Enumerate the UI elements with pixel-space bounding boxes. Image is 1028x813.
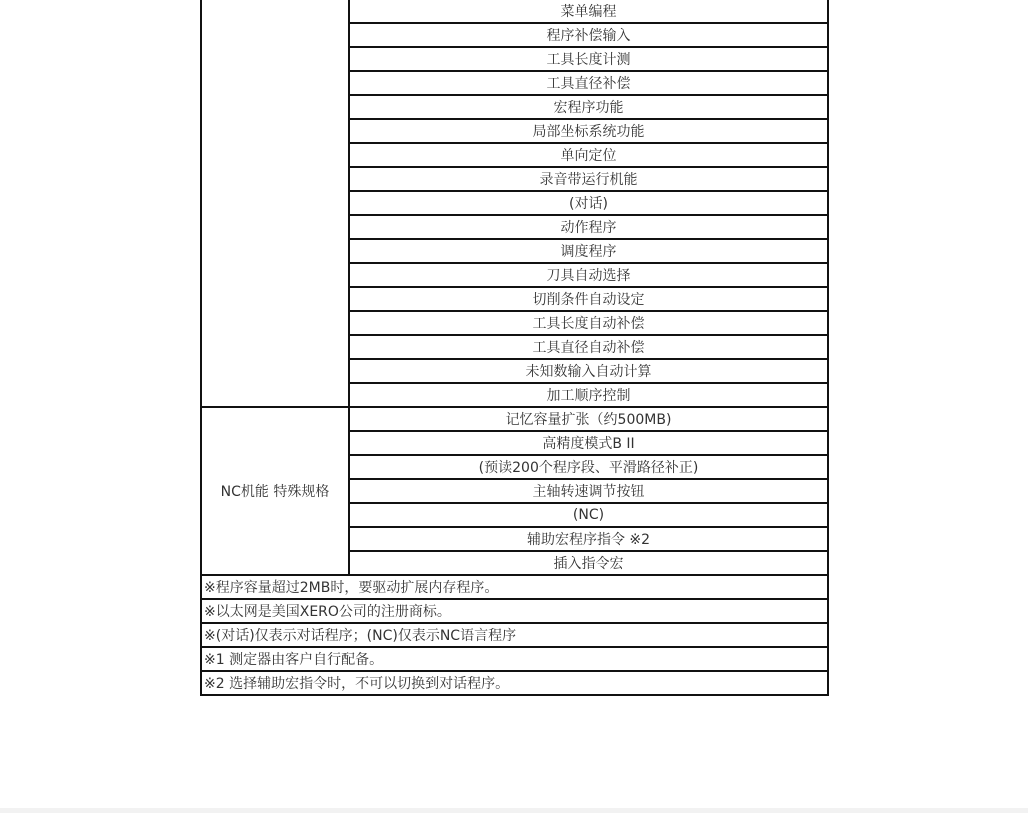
spec-table (200, 0, 829, 696)
spec-item: 加工顺序控制 (349, 383, 828, 407)
spec-item: 辅助宏程序指令 ※2 (349, 527, 828, 551)
spec-item: 动作程序 (349, 215, 828, 239)
note-row (201, 647, 828, 671)
spec-item: 记忆容量扩张（约500MB) (349, 407, 828, 431)
spec-item: 工具直径补偿 (349, 71, 828, 95)
spec-item: 工具长度计测 (349, 47, 828, 71)
spec-item: 单向定位 (349, 143, 828, 167)
note-row (201, 575, 828, 599)
note-row (201, 671, 828, 695)
footnote: ※1 测定器由客户自行配备。 (201, 647, 828, 671)
note-row (201, 623, 828, 647)
special-category-cell: NC机能 特殊规格 (201, 407, 349, 575)
spec-item: 主轴转速调节按钮 (349, 479, 828, 503)
footnote: ※(对话)仅表示对话程序；(NC)仅表示NC语言程序 (201, 623, 828, 647)
spec-item: 刀具自动选择 (349, 263, 828, 287)
footnote: ※程序容量超过2MB时，要驱动扩展内存程序。 (201, 575, 828, 599)
table-row (201, 407, 828, 431)
table-row (201, 0, 828, 23)
spec-item: 工具直径自动补偿 (349, 335, 828, 359)
spec-item: 调度程序 (349, 239, 828, 263)
spec-item: 高精度模式B II (349, 431, 828, 455)
spec-item: 插入指令宏 (349, 551, 828, 575)
spec-item: 局部坐标系统功能 (349, 119, 828, 143)
spec-item: 工具长度自动补偿 (349, 311, 828, 335)
spec-item: (预读200个程序段、平滑路径补正) (349, 455, 828, 479)
footnote: ※2 选择辅助宏指令时，不可以切换到对话程序。 (201, 671, 828, 695)
bottom-strip (0, 808, 1028, 813)
spec-item: (对话) (349, 191, 828, 215)
spec-item: 录音带运行机能 (349, 167, 828, 191)
spec-item: 未知数输入自动计算 (349, 359, 828, 383)
spec-item: 宏程序功能 (349, 95, 828, 119)
spec-item: 程序补偿输入 (349, 23, 828, 47)
standard-category-cell (201, 0, 349, 407)
spec-item: (NC) (349, 503, 828, 527)
footnote: ※以太网是美国XERO公司的注册商标。 (201, 599, 828, 623)
spec-item: 菜单编程 (349, 0, 828, 23)
note-row (201, 599, 828, 623)
spec-item: 切削条件自动设定 (349, 287, 828, 311)
